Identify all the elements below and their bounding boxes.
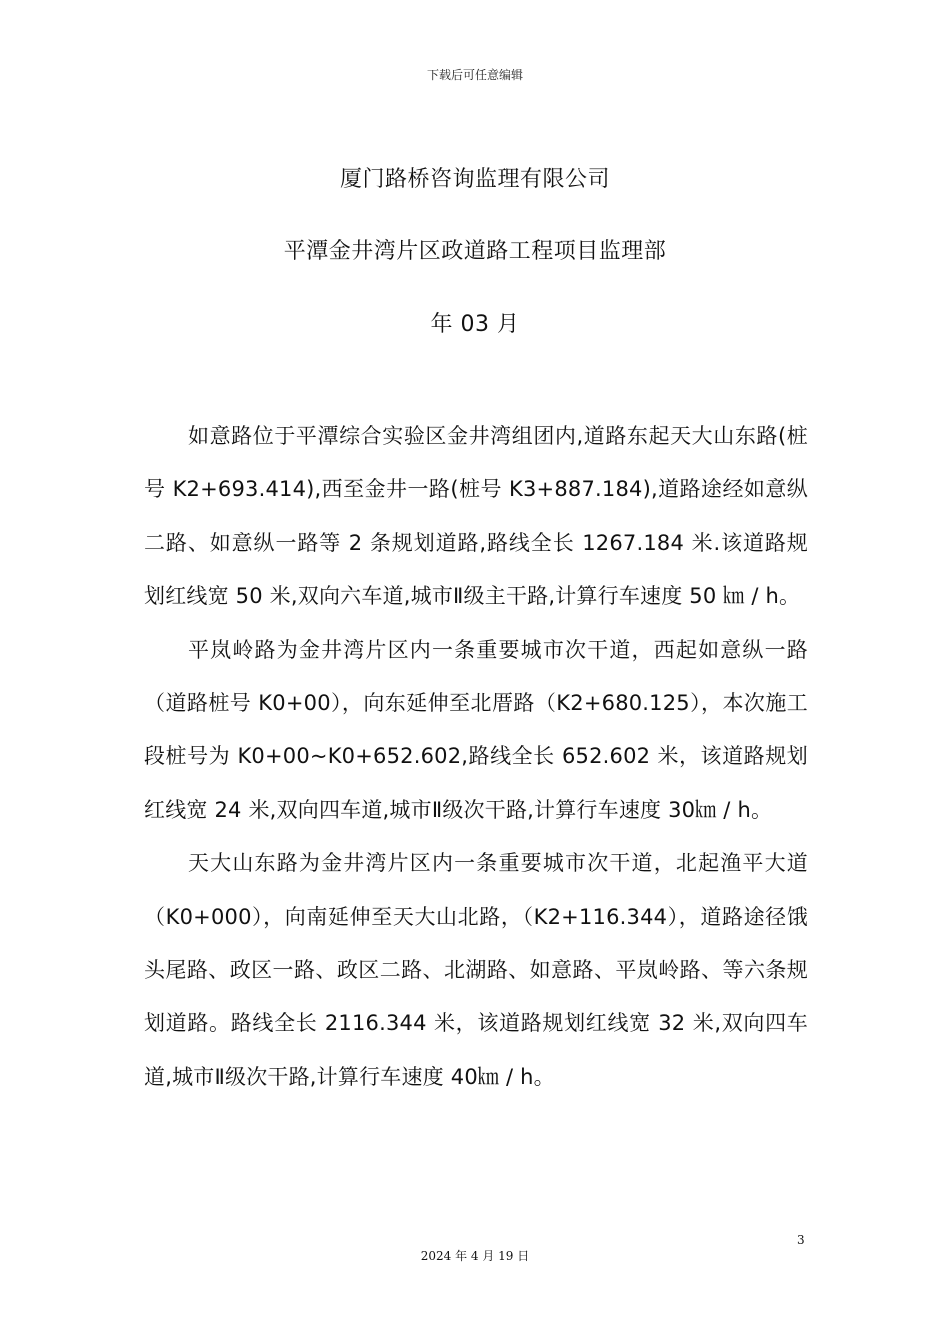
document-date: 年 03 月	[430, 312, 520, 337]
paragraph-pinglanling-road: 平岚岭路为金井湾片区内一条重要城市次干道，西起如意纵一路（道路桩号 K0+00），向东延伸至北厝路（K2+680.125），本次施工段桩号为 K0+00~K0+652.602,路线全长 652.602 米，该道路规划红线宽 24 米,双向四车道,城市Ⅱ级次干路,计算行车速度 30㎞ / h。	[144, 637, 808, 822]
page-footer-date: 2024 年 4 月 19 日	[420, 1249, 530, 1263]
department-name: 平潭金井湾片区政道路工程项目监理部	[283, 239, 667, 264]
paragraph-tiandashan-east-road: 天大山东路为金井湾片区内一条重要城市次干道，北起渔平大道（K0+000），向南延伸至天大山北路，（K2+116.344），道路途径饿头尾路、政区一路、政区二路、北湖路、如意路、平岚岭路、等六条规划道路。路线全长 2116.344 米，该道路规划红线宽 32 米,双向四车道,城市Ⅱ级次干路,计算行车速度 40㎞ / h。	[144, 851, 808, 1089]
paragraph-ruyi-road: 如意路位于平潭综合实验区金井湾组团内,道路东起天大山东路(桩号 K2+693.414),西至金井一路(桩号 K3+887.184),道路途经如意纵二路、如意纵一路等 2 条规划道路,路线全长 1267.184 米.该道路规划红线宽 50 米,双向六车道,城市Ⅱ级主干路,计算行车速度 50 ㎞ / h。	[144, 424, 808, 609]
page-header-note: 下载后可任意编辑	[426, 68, 523, 82]
company-name: 厦门路桥咨询监理有限公司	[339, 167, 610, 192]
page-number: 3	[797, 1233, 805, 1247]
document-body	[144, 410, 808, 1104]
